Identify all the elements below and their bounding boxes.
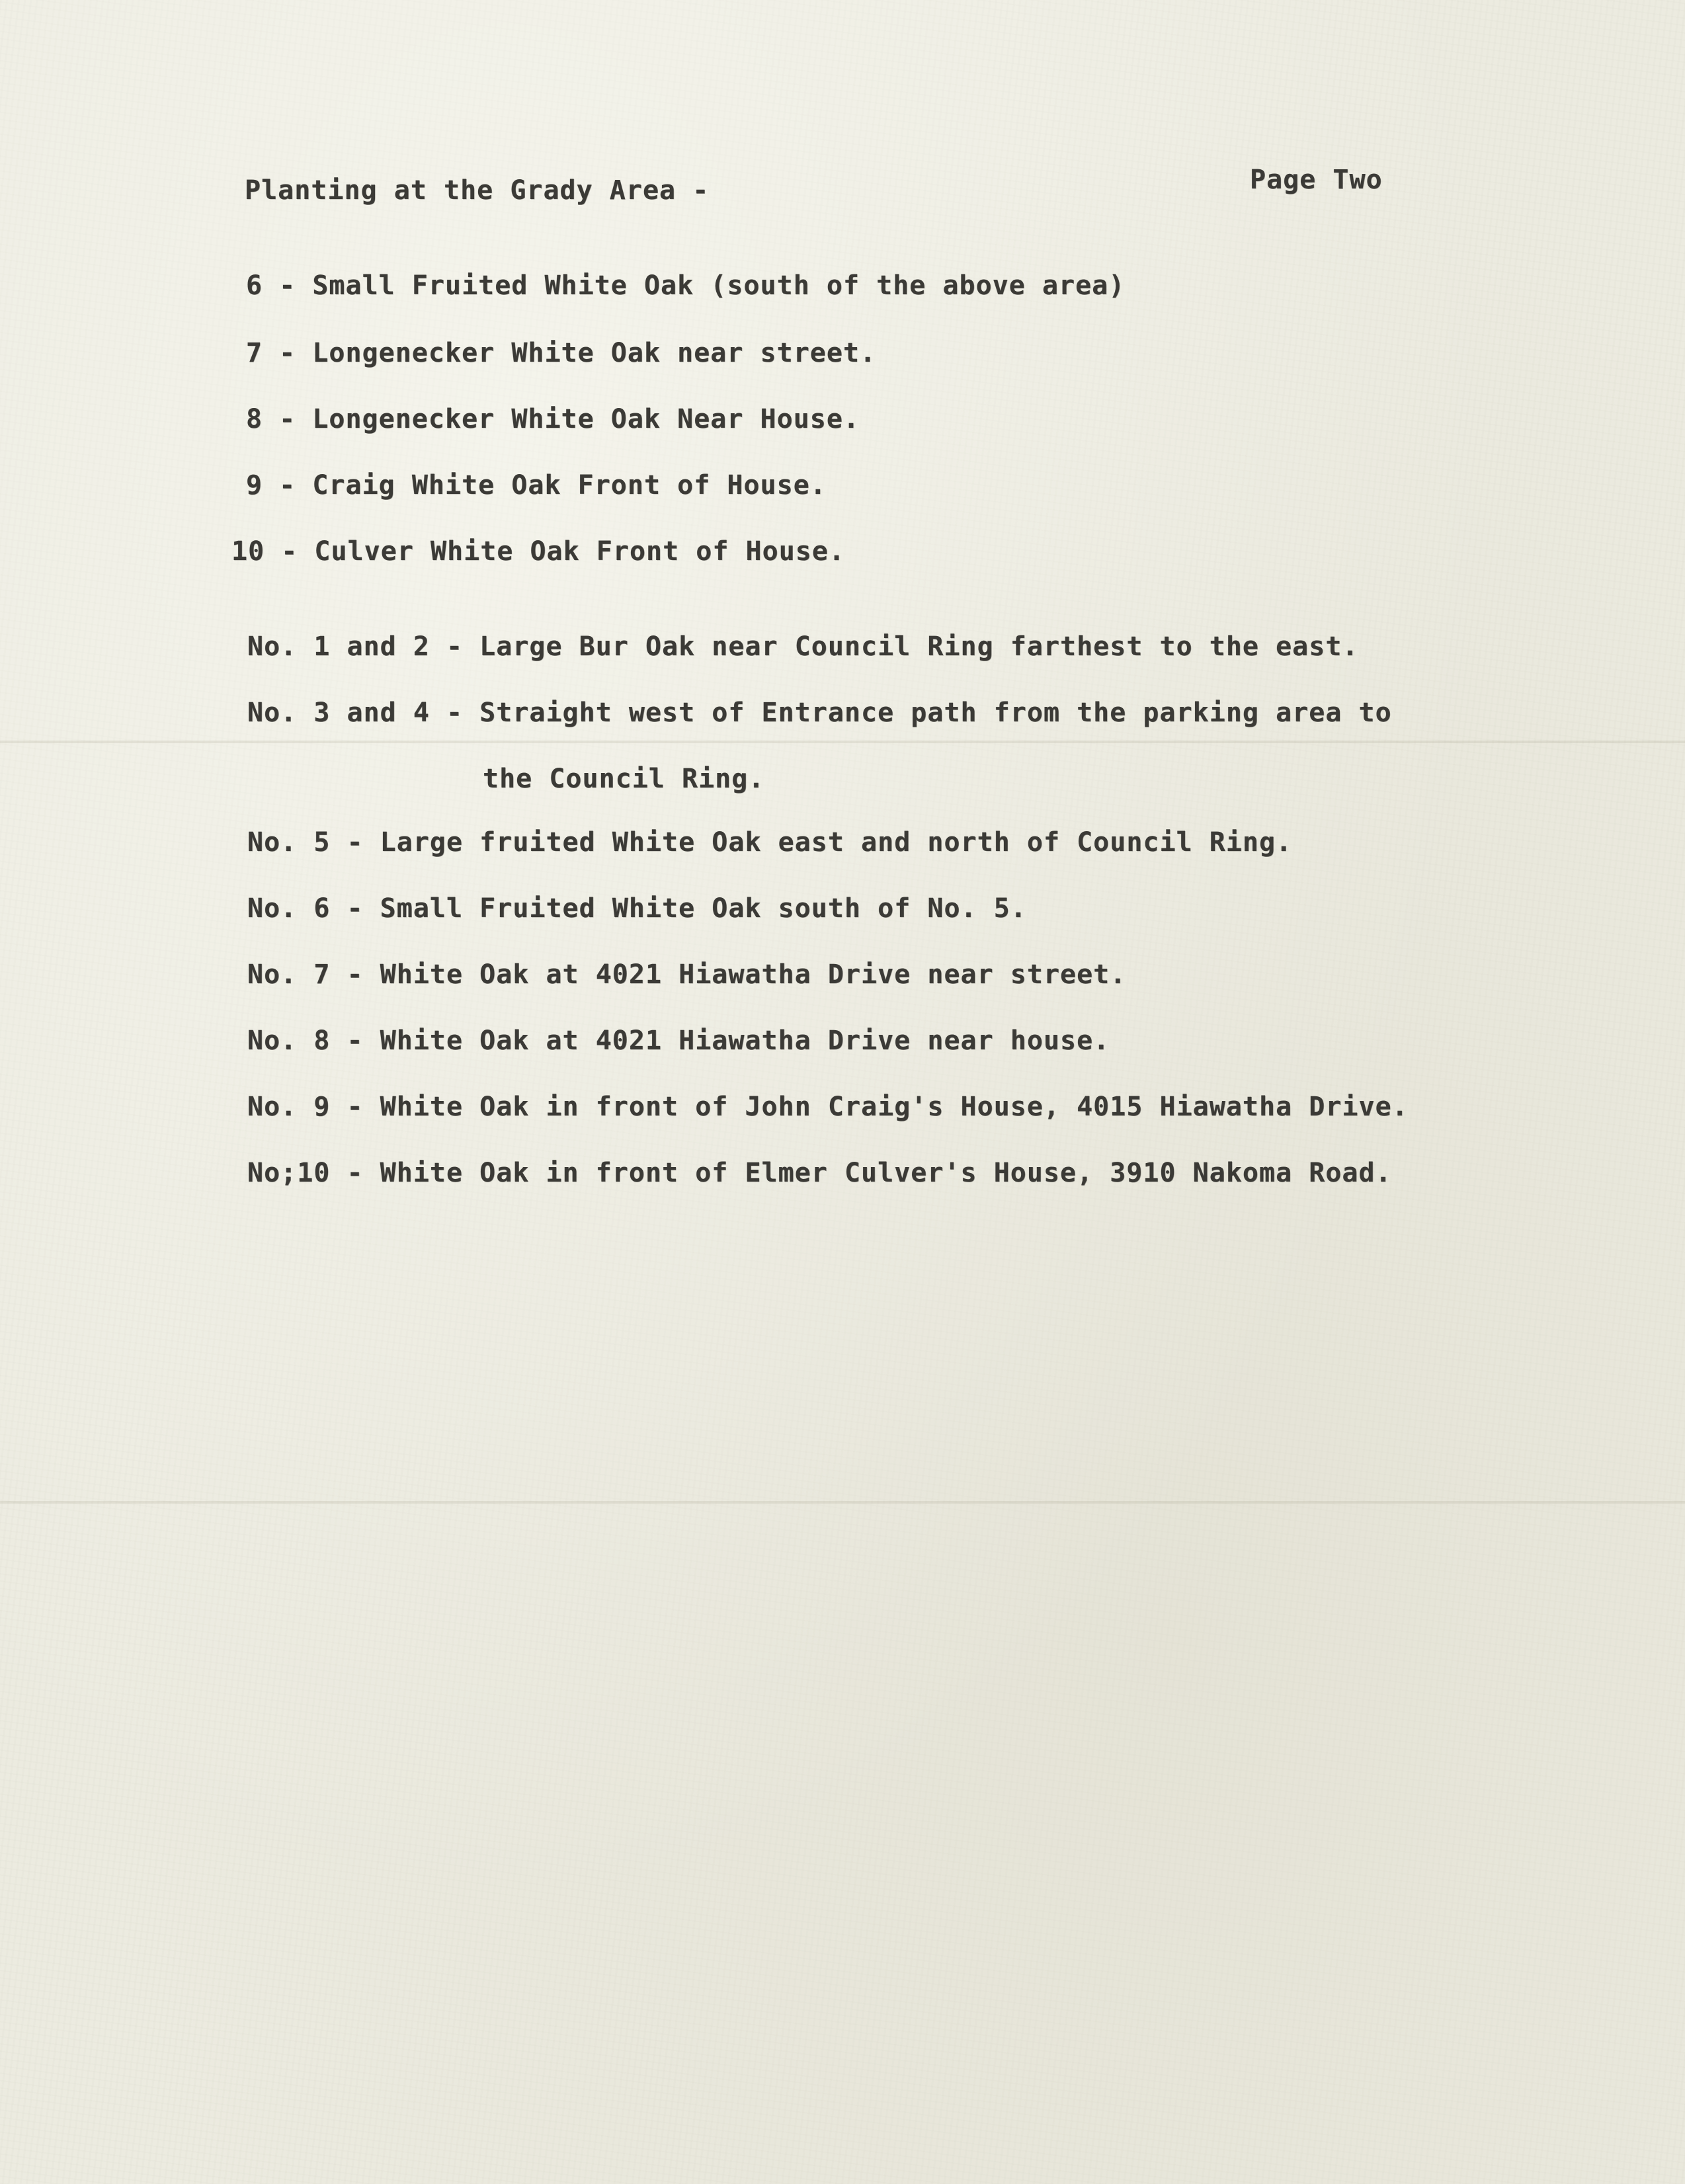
list-b-item: No. 1 and 2 - Large Bur Oak near Council Ring farthest to the east. [247,631,1359,662]
list-a-item: 8 - Longenecker White Oak Near House. [246,404,860,434]
list-b-item: No;10 - White Oak in front of Elmer Culver's House, 3910 Nakoma Road. [247,1158,1392,1188]
list-b-item: No. 3 and 4 - Straight west of Entrance path from the parking area to [247,698,1392,728]
list-a-item: 7 - Longenecker White Oak near street. [246,338,877,368]
list-b-item: No. 9 - White Oak in front of John Craig's House, 4015 Hiawatha Drive. [247,1092,1409,1122]
list-b-item: No. 7 - White Oak at 4021 Hiawatha Drive near street. [247,959,1127,990]
document-title: Planting at the Grady Area - [245,175,710,206]
paper-fold-line [0,1501,1685,1504]
list-a-item: 10 - Culver White Oak Front of House. [231,536,846,567]
list-a-item: 6 - Small Fruited White Oak (south of the above area) [246,270,1126,301]
list-b-item: No. 5 - Large fruited White Oak east and north of Council Ring. [247,827,1293,858]
list-b-item: No. 6 - Small Fruited White Oak south of No. 5. [247,893,1027,924]
list-a-item: 9 - Craig White Oak Front of House. [246,470,827,501]
paper-fold-line [0,741,1685,743]
list-b-item: No. 8 - White Oak at 4021 Hiawatha Drive near house. [247,1026,1110,1056]
page-number-label: Page Two [1250,165,1383,195]
list-b-item-continuation: the Council Ring. [483,764,765,794]
